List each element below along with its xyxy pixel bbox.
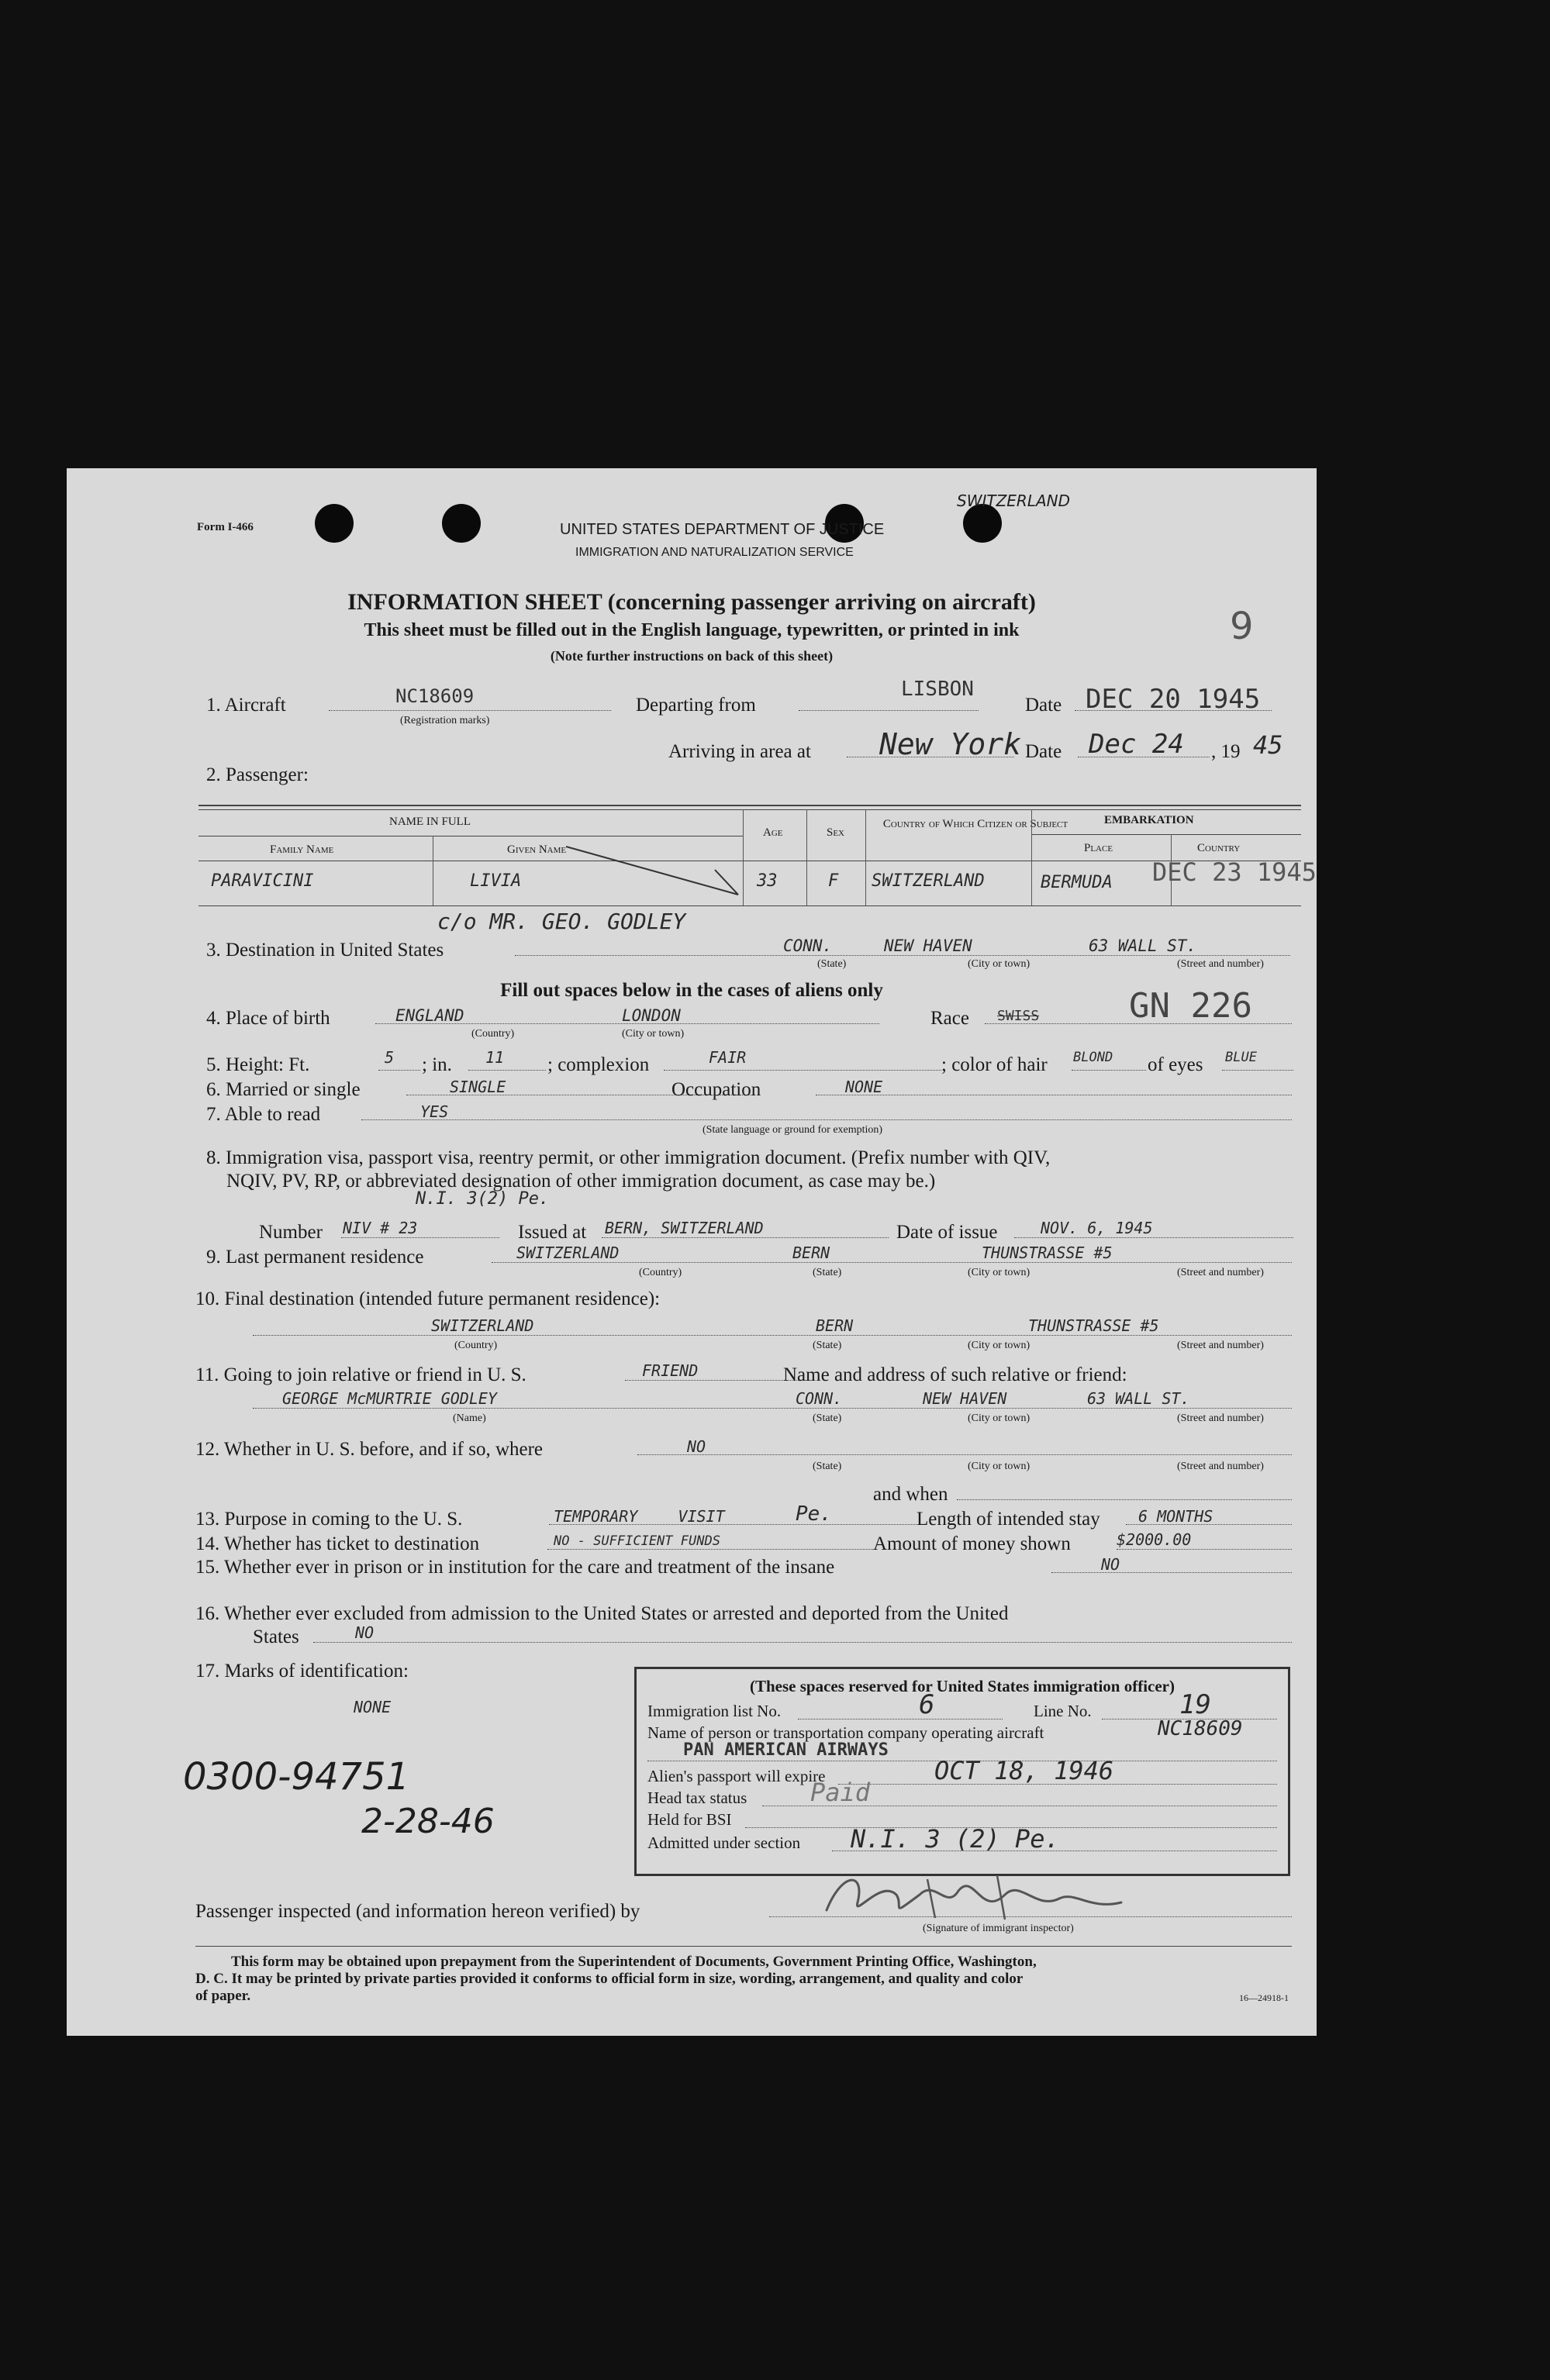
height-in: 11 (485, 1048, 505, 1067)
issue-date-label: Date of issue (896, 1222, 998, 1243)
marital-value: SINGLE (450, 1078, 506, 1096)
caption-state: (State) (813, 1267, 842, 1278)
street-caption: (Street and number) (1177, 958, 1264, 970)
last-residence-country: SWITZERLAND (516, 1243, 620, 1262)
visa-line1: 8. Immigration visa, passport visa, reentry permit, or other immigration document. (Prefix number with QIV, (206, 1147, 1051, 1168)
hair-label: ; color of hair (941, 1054, 1048, 1075)
date-label: Date (1025, 695, 1062, 716)
birth-country-caption: (Country) (471, 1028, 515, 1040)
embarkation-header: EMBARKATION (1104, 814, 1194, 826)
page-title: INFORMATION SHEET (concerning passenger arriving on aircraft) (347, 589, 1036, 615)
line-value: 19 (1179, 1689, 1211, 1720)
marks-label: 17. Marks of identification: (195, 1661, 409, 1682)
care-of-value: c/o MR. GEO. GODLEY (437, 909, 686, 934)
top-annotation: SWITZERLAND (957, 492, 1071, 510)
departing-label: Departing from (636, 695, 756, 716)
state-caption: (State) (817, 958, 847, 970)
officer-box (634, 1667, 1290, 1876)
list-value: 6 (919, 1689, 935, 1720)
line-label: Line No. (1034, 1702, 1092, 1720)
caption-city: (City or town) (968, 1267, 1030, 1278)
final-destination-city: THUNSTRASSE #5 (1028, 1316, 1159, 1335)
marks-value: NONE (354, 1698, 392, 1716)
final-destination-label: 10. Final destination (intended future permanent residence): (195, 1288, 661, 1309)
money-label: Amount of money shown (873, 1533, 1071, 1554)
occupation-value: NONE (845, 1078, 883, 1096)
list-label: Immigration list No. (647, 1702, 782, 1720)
admitted-value: N.I. 3 (2) Pe. (851, 1824, 1060, 1854)
caption-name: (Name) (453, 1412, 486, 1424)
sex-value: F (828, 871, 839, 891)
footer-line2: D. C. It may be printed by private parties provided it conforms to official form in size, wording, arrangement, and quality and color (195, 1971, 1024, 1987)
form-number: Form I-466 (197, 521, 254, 533)
arriving-year-value: 45 (1253, 730, 1283, 760)
bsi-label: Held for BSI (647, 1810, 732, 1829)
stay-value: 6 MONTHS (1138, 1507, 1213, 1526)
height-in-label: ; in. (422, 1054, 452, 1075)
operator-aircraft-value: NC18609 (1158, 1717, 1243, 1740)
relative-street-value: 63 WALL ST. (1087, 1389, 1190, 1408)
excluded-line1: 16. Whether ever excluded from admission to the United States or arrested and deported from the United (195, 1603, 1009, 1624)
inspected-label: Passenger inspected (and information hereon verified) by (195, 1901, 640, 1922)
relative-label: 11. Going to join relative or friend in U. S. (195, 1364, 526, 1385)
issued-value: BERN, SWITZERLAND (605, 1219, 764, 1237)
name-in-full-header: NAME IN FULL (389, 816, 471, 828)
family-name-header: Family Name (270, 843, 334, 856)
country-col-header: Country (1197, 842, 1241, 854)
race-label: Race (930, 1008, 969, 1029)
place-header: Place (1084, 842, 1113, 854)
punch-hole (442, 504, 481, 543)
city-caption: (City or town) (968, 958, 1030, 970)
hair-value: BLOND (1073, 1050, 1113, 1065)
relative-name-value: GEORGE McMURTRIE GODLEY (282, 1389, 497, 1408)
operator-name-stamp: PAN AMERICAN AIRWAYS (683, 1740, 889, 1760)
given-name-header: Given Name (507, 843, 567, 856)
caption-country: (Country) (454, 1340, 498, 1351)
prison-value: NO (1101, 1555, 1120, 1574)
eyes-label: of eyes (1148, 1054, 1203, 1075)
arriving-date-value: Dec 24 (1089, 729, 1184, 760)
relative-name-label: Name and address of such relative or friend: (783, 1364, 1127, 1385)
relative-city-value: NEW HAVEN (923, 1389, 1007, 1408)
file-date: 2-28-46 (361, 1802, 495, 1841)
destination-state: CONN. (783, 936, 833, 955)
passenger-label: 2. Passenger: (206, 764, 309, 785)
arriving-value: New York (879, 727, 1022, 761)
last-residence-state: BERN (792, 1243, 830, 1262)
final-destination-country: SWITZERLAND (431, 1316, 534, 1335)
caption-country: (Country) (639, 1267, 682, 1278)
corner-mark: 9 (1230, 605, 1254, 648)
race-mark: GN 226 (1129, 986, 1252, 1026)
purpose-label: 13. Purpose in coming to the U. S. (195, 1509, 463, 1530)
birth-label: 4. Place of birth (206, 1008, 330, 1029)
department-name: UNITED STATES DEPARTMENT OF JUSTICE (560, 521, 885, 538)
citizenship-header: Country of Which Citizen or Subject (882, 818, 1068, 830)
stay-label: Length of intended stay (917, 1509, 1100, 1530)
relative-relation-value: FRIEND (642, 1361, 699, 1380)
race-struck-value: SWISS (997, 1008, 1040, 1024)
visa-line2: NQIV, PV, RP, or abbreviated designation of other immigration document, as case may be.) (226, 1171, 936, 1192)
excluded-value: NO (355, 1623, 375, 1642)
ticket-label: 14. Whether has ticket to destination (195, 1533, 480, 1554)
citizenship-value: SWITZERLAND (872, 871, 985, 891)
caption-street: (Street and number) (1177, 1340, 1264, 1351)
aircraft-caption: (Registration marks) (400, 715, 490, 726)
page-note: (Note further instructions on back of this sheet) (550, 648, 834, 664)
birth-city-caption: (City or town) (622, 1028, 685, 1040)
read-label: 7. Able to read (206, 1104, 321, 1125)
inspector-signature (811, 1864, 1144, 1926)
caption-state: (State) (813, 1340, 842, 1351)
purpose-value: TEMPORARY VISIT (554, 1507, 725, 1526)
operator-label: Name of person or transportation company operating aircraft (647, 1723, 1044, 1742)
visa-number-label: Number (259, 1222, 323, 1243)
prison-label: 15. Whether ever in prison or in institution for the care and treatment of the insane (195, 1557, 835, 1578)
arriving-date-label: Date (1025, 741, 1062, 762)
last-residence-city: THUNSTRASSE #5 (982, 1243, 1113, 1262)
destination-city: NEW HAVEN (884, 936, 972, 955)
and-when-label: and when (873, 1484, 948, 1505)
signature-caption: (Signature of immigrant inspector) (923, 1923, 1074, 1934)
departing-value: LISBON (901, 678, 974, 701)
file-number: 0300-94751 (183, 1755, 410, 1799)
complexion-label: ; complexion (547, 1054, 650, 1075)
age-header: Age (763, 826, 783, 839)
correction-stroke (563, 843, 749, 905)
service-name: IMMIGRATION AND NATURALIZATION SERVICE (575, 546, 854, 559)
passport-expiry-value: OCT 18, 1946 (934, 1756, 1114, 1785)
footer-line3: of paper. (195, 1988, 251, 2004)
occupation-label: Occupation (671, 1079, 761, 1100)
family-name-value: PARAVICINI (211, 871, 314, 891)
footer-line1: This form may be obtained upon prepayment from the Superintendent of Documents, Government Printing Office, Washington, (231, 1954, 1037, 1970)
caption-street: (Street and number) (1177, 1461, 1264, 1472)
read-value: YES (420, 1102, 449, 1121)
footer-code: 16—24918-1 (1239, 1992, 1289, 2003)
ticket-value: NO - SUFFICIENT FUNDS (554, 1533, 720, 1549)
punch-hole (315, 504, 354, 543)
caption-street: (Street and number) (1177, 1267, 1264, 1278)
caption-city: (City or town) (968, 1412, 1030, 1424)
page-subtitle: This sheet must be filled out in the English language, typewritten, or printed in ink (364, 620, 1020, 640)
visa-handwritten-note: N.I. 3(2) Pe. (416, 1189, 550, 1209)
admitted-label: Admitted under section (647, 1833, 801, 1852)
caption-state: (State) (813, 1412, 842, 1424)
read-caption: (State language or ground for exemption) (703, 1124, 883, 1136)
caption-city: (City or town) (968, 1461, 1030, 1472)
complexion-value: FAIR (709, 1048, 747, 1067)
height-ft: 5 (385, 1048, 395, 1067)
before-label: 12. Whether in U. S. before, and if so, where (195, 1439, 544, 1460)
age-value: 33 (757, 871, 778, 891)
issued-label: Issued at (518, 1222, 587, 1243)
embarkation-place-value: BERMUDA (1041, 873, 1113, 892)
money-value: $2000.00 (1117, 1530, 1192, 1549)
before-value: NO (687, 1437, 706, 1456)
destination-label: 3. Destination in United States (206, 940, 444, 961)
caption-city: (City or town) (968, 1340, 1030, 1351)
officer-box-heading: (These spaces reserved for United States immigration officer) (749, 1677, 1175, 1695)
birth-city: LONDON (622, 1006, 681, 1025)
caption-state: (State) (813, 1461, 842, 1472)
birth-country: ENGLAND (395, 1006, 464, 1025)
caption-street: (Street and number) (1177, 1412, 1264, 1424)
issue-date-value: NOV. 6, 1945 (1041, 1219, 1153, 1237)
eyes-value: BLUE (1225, 1050, 1257, 1065)
visa-number-value: NIV # 23 (343, 1219, 418, 1237)
final-destination-state: BERN (816, 1316, 854, 1335)
last-residence-label: 9. Last permanent residence (206, 1247, 424, 1268)
arriving-label: Arriving in area at (668, 741, 811, 762)
tax-value: Paid (810, 1778, 871, 1807)
relative-state-value: CONN. (796, 1389, 843, 1408)
tax-label: Head tax status (647, 1788, 747, 1807)
sex-header: Sex (827, 826, 845, 839)
departing-date-stamp: DEC 20 1945 (1086, 684, 1261, 715)
excluded-line2: States (253, 1626, 299, 1647)
passport-label: Alien's passport will expire (647, 1767, 826, 1785)
destination-street: 63 WALL ST. (1089, 936, 1197, 955)
given-name-value: LIVIA (470, 871, 522, 891)
height-label: 5. Height: Ft. (206, 1054, 310, 1075)
aliens-heading: Fill out spaces below in the cases of aliens only (500, 980, 883, 1001)
aircraft-label: 1. Aircraft (206, 695, 286, 716)
embarkation-stamp: DEC 23 1945 (1152, 857, 1317, 887)
purpose-mark: Pe. (796, 1502, 832, 1526)
information-sheet (67, 468, 1317, 2036)
arriving-year-prefix: , 19 (1211, 741, 1241, 762)
aircraft-value: NC18609 (395, 685, 475, 707)
marital-label: 6. Married or single (206, 1079, 361, 1100)
